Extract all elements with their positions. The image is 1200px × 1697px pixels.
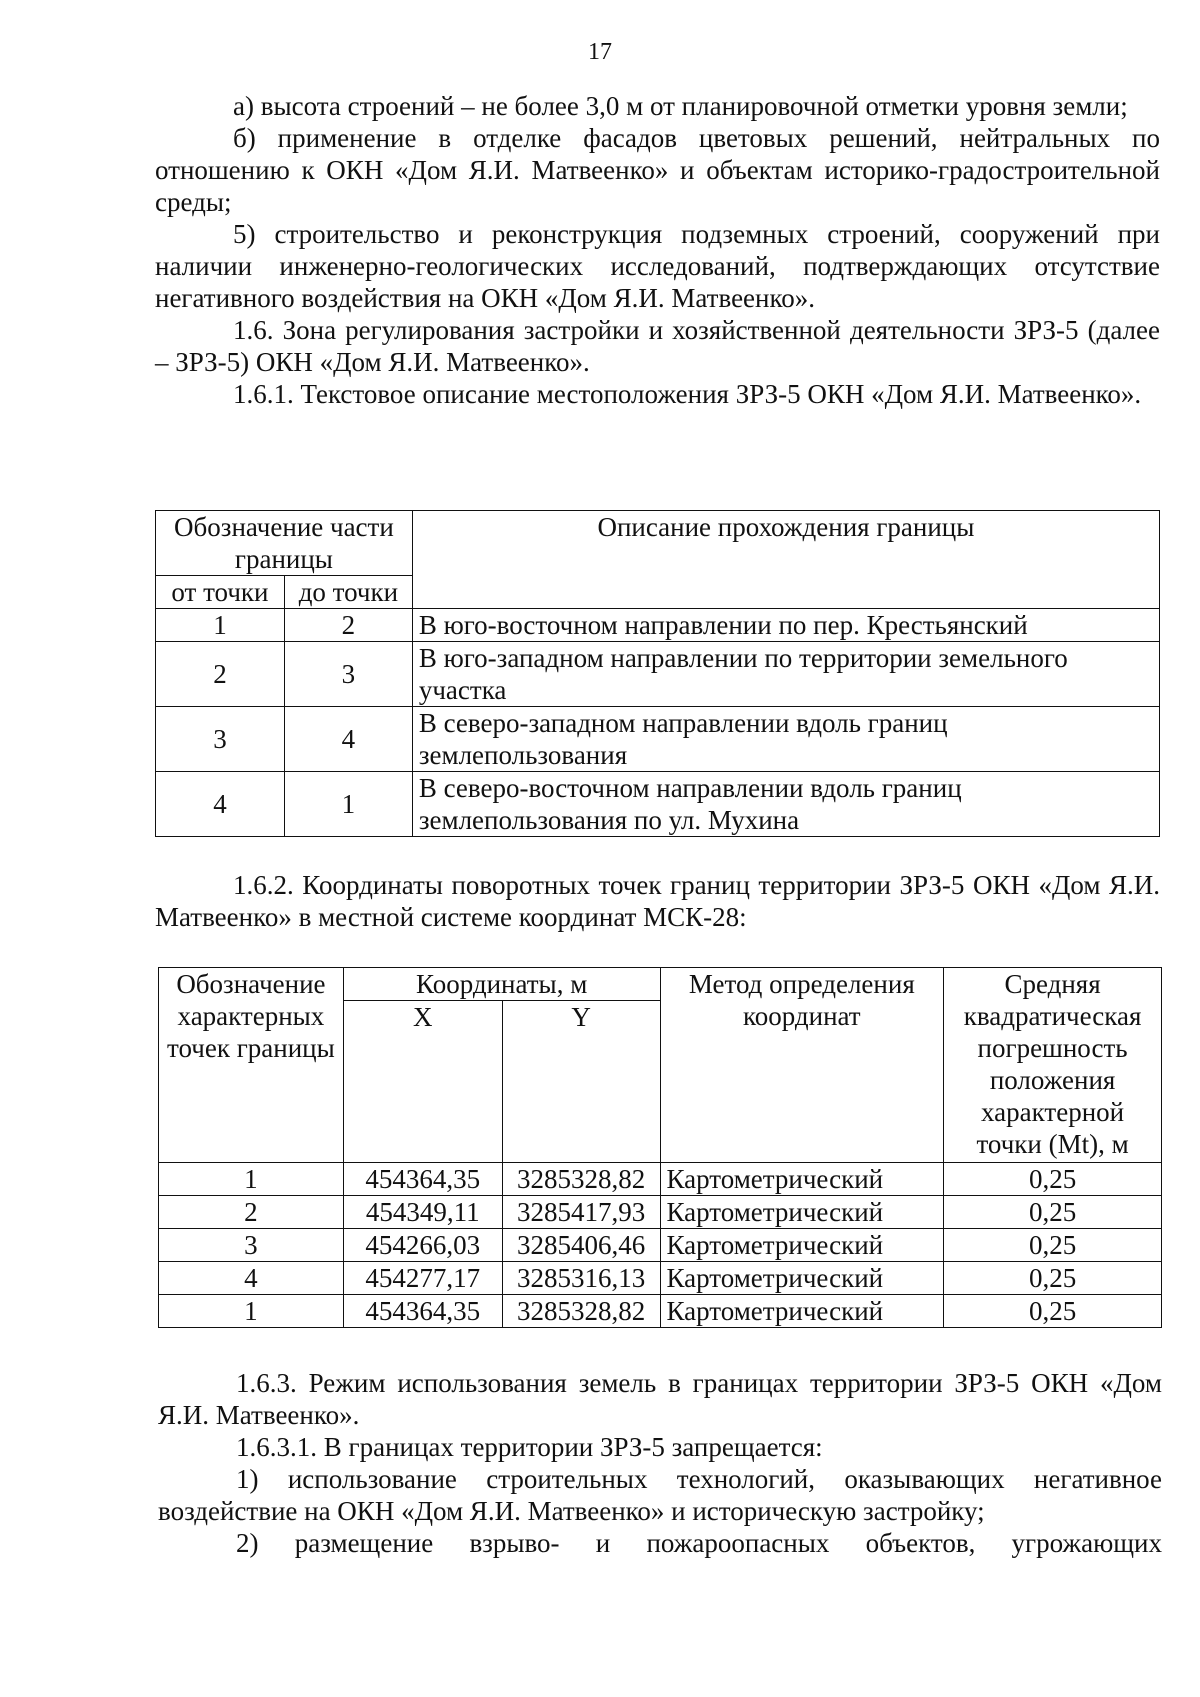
table-row	[156, 772, 1160, 837]
to-point-cell: 3	[284, 642, 412, 707]
header-x: X	[343, 1001, 502, 1163]
from-point-cell: 4	[156, 772, 285, 837]
paragraph-zone-1-6: 1.6. Зона регулирования застройки и хозяйственной деятельности ЗРЗ-5 (далее – ЗРЗ-5) ОКН «Дом Я.И. Матвеенко».	[155, 315, 1160, 377]
page-number: 17	[588, 39, 612, 65]
point-cell: 2	[159, 1196, 344, 1229]
paragraph-section-1-6-1: 1.6.1. Текстовое описание местоположения ЗРЗ-5 ОКН «Дом Я.И. Матвеенко».	[233, 379, 1142, 409]
middle-text-block	[155, 869, 1160, 933]
point-cell: 4	[159, 1262, 344, 1295]
from-point-cell: 1	[156, 609, 285, 642]
description-cell: В юго-восточном направлении по пер. Крестьянский	[412, 609, 1159, 642]
table-row	[159, 1163, 1162, 1196]
method-cell: Картометрический	[660, 1196, 944, 1229]
y-cell: 3285417,93	[502, 1196, 660, 1229]
x-cell: 454364,35	[343, 1163, 502, 1196]
paragraph-prohibition-2: 2) размещение взрыво- и пожароопасных объектов, угрожающих	[236, 1528, 1162, 1558]
table-row	[156, 609, 1160, 642]
header-mean-square-error: Средняя квадратическая погрешность положения характерной точки (Mt), м	[944, 968, 1162, 1163]
error-cell: 0,25	[944, 1262, 1162, 1295]
from-point-cell: 3	[156, 707, 285, 772]
y-cell: 3285328,82	[502, 1295, 660, 1328]
point-cell: 3	[159, 1229, 344, 1262]
table-row	[156, 707, 1160, 772]
to-point-cell: 2	[284, 609, 412, 642]
table-row	[159, 1262, 1162, 1295]
bottom-text-block	[158, 1367, 1162, 1559]
paragraph-section-1-6-2: 1.6.2. Координаты поворотных точек границ территории ЗРЗ-5 ОКН «Дом Я.И. Матвеенко» в местной системе координат МСК-28:	[155, 870, 1160, 932]
to-point-cell: 4	[284, 707, 412, 772]
method-cell: Картометрический	[660, 1229, 944, 1262]
x-cell: 454364,35	[343, 1295, 502, 1328]
y-cell: 3285328,82	[502, 1163, 660, 1196]
error-cell: 0,25	[944, 1295, 1162, 1328]
header-to-point: до точки	[284, 576, 412, 609]
error-cell: 0,25	[944, 1196, 1162, 1229]
y-cell: 3285316,13	[502, 1262, 660, 1295]
method-cell: Картометрический	[660, 1262, 944, 1295]
header-method: Метод определения координат	[660, 968, 944, 1163]
coordinates-table	[158, 967, 1162, 1328]
paragraph-section-1-6-3-1: 1.6.3.1. В границах территории ЗРЗ-5 запрещается:	[236, 1432, 823, 1462]
paragraph-height-limit: а) высота строений – не более 3,0 м от планировочной отметки уровня земли;	[233, 91, 1128, 121]
x-cell: 454266,03	[343, 1229, 502, 1262]
point-cell: 1	[159, 1295, 344, 1328]
to-point-cell: 1	[284, 772, 412, 837]
header-boundary-part: Обозначение части границы	[156, 511, 413, 576]
x-cell: 454349,11	[343, 1196, 502, 1229]
paragraph-underground-construction: 5) строительство и реконструкция подземных строений, сооружений при наличии инженерно-геологических исследований, подтверждающих отсутствие негативного воздействия на ОКН «Дом Я.И. Матвеенко».	[155, 219, 1160, 313]
paragraph-section-1-6-3: 1.6.3. Режим использования земель в границах территории ЗРЗ-5 ОКН «Дом Я.И. Матвеенко».	[158, 1368, 1162, 1430]
header-boundary-description: Описание прохождения границы	[412, 511, 1159, 609]
header-from-point: от точки	[156, 576, 285, 609]
table-row	[159, 1229, 1162, 1262]
y-cell: 3285406,46	[502, 1229, 660, 1262]
table-row	[156, 642, 1160, 707]
boundary-description-table	[155, 510, 1160, 837]
description-cell: В юго-западном направлении по территории земельного участка	[412, 642, 1159, 707]
method-cell: Картометрический	[660, 1163, 944, 1196]
x-cell: 454277,17	[343, 1262, 502, 1295]
header-characteristic-points: Обозначение характерных точек границы	[159, 968, 344, 1163]
header-y: Y	[502, 1001, 660, 1163]
point-cell: 1	[159, 1163, 344, 1196]
error-cell: 0,25	[944, 1163, 1162, 1196]
paragraph-facade-colors: б) применение в отделке фасадов цветовых решений, нейтральных по отношению к ОКН «Дом Я.И. Матвеенко» и объектам историко-градостроительной среды;	[155, 123, 1160, 217]
error-cell: 0,25	[944, 1229, 1162, 1262]
description-cell: В северо-восточном направлении вдоль границ землепользования по ул. Мухина	[412, 772, 1159, 837]
description-cell: В северо-западном направлении вдоль границ землепользования	[412, 707, 1159, 772]
table-row	[159, 1196, 1162, 1229]
from-point-cell: 2	[156, 642, 285, 707]
method-cell: Картометрический	[660, 1295, 944, 1328]
table-row	[159, 1295, 1162, 1328]
header-coordinates: Координаты, м	[343, 968, 660, 1001]
top-text-block	[155, 90, 1160, 410]
paragraph-prohibition-1: 1) использование строительных технологий, оказывающих негативное воздействие на ОКН «Дом Я.И. Матвеенко» и историческую застройку;	[158, 1464, 1162, 1526]
